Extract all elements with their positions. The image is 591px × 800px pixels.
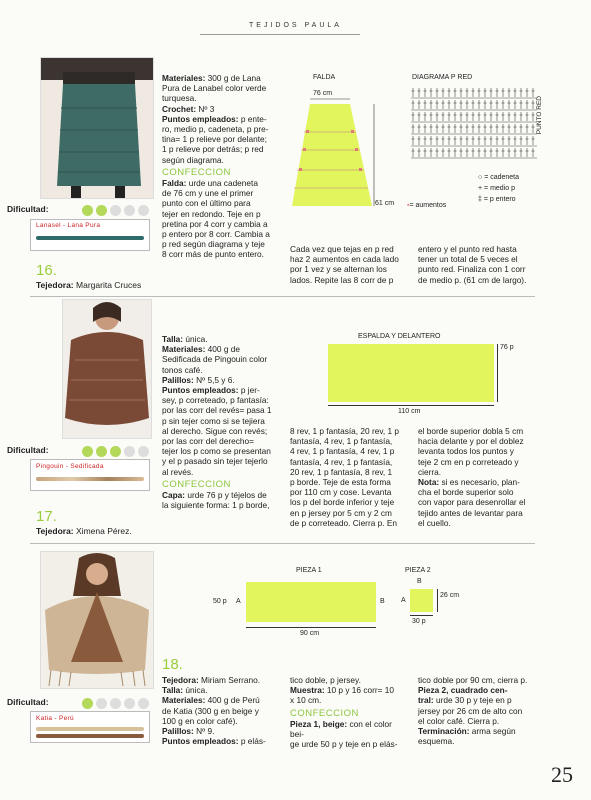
piece2-edge-a: A bbox=[401, 597, 406, 604]
knitter-label: Tejedora: bbox=[36, 280, 74, 290]
piece2-height-label: 26 cm bbox=[440, 592, 460, 599]
text-line bbox=[418, 736, 536, 746]
line-text: urde 76 p y téjelos de bbox=[185, 490, 267, 501]
p16-col2 bbox=[290, 244, 408, 285]
back-front-diagram-title: ESPALDA Y DELANTERO bbox=[358, 333, 441, 340]
term-label: Crochet: bbox=[162, 103, 197, 114]
text-line bbox=[162, 726, 287, 736]
section-heading-confeccion: CONFECCION bbox=[162, 478, 231, 490]
line-text: el borde superior dobla 5 cm bbox=[418, 426, 524, 436]
difficulty-dot-empty bbox=[96, 698, 107, 709]
text-line bbox=[162, 436, 282, 446]
line-text: turquesa. bbox=[162, 93, 197, 104]
line-text: jersey por 26 cm de alto con bbox=[418, 705, 523, 716]
text-line bbox=[162, 375, 282, 385]
panel-width-label: 110 cm bbox=[398, 408, 421, 415]
line-text: 10 p y 16 corr= 10 bbox=[324, 685, 394, 696]
yarn-brand-label: Lanasel - Lana Pura bbox=[36, 222, 101, 229]
text-line bbox=[162, 219, 287, 229]
term-label: Pieza 2, cuadrado cen- bbox=[418, 685, 508, 696]
piece1-edge-b: B bbox=[380, 598, 385, 605]
text-line: p borde. Teje de esta forma bbox=[290, 477, 391, 488]
line-text: ge urde 50 p y teje en p elás- bbox=[290, 739, 398, 750]
p18-col3 bbox=[418, 675, 536, 746]
piece1-width-rule bbox=[246, 627, 376, 628]
text-line bbox=[418, 518, 536, 528]
difficulty-dot-empty bbox=[138, 446, 149, 457]
text-line bbox=[290, 685, 408, 695]
p17-col1 bbox=[162, 334, 282, 510]
text-line bbox=[162, 198, 287, 208]
term-label: Falda: bbox=[162, 178, 187, 189]
yarn-swatch bbox=[36, 477, 144, 481]
line-text: de Katia (300 g en beige y bbox=[162, 705, 259, 716]
text-line bbox=[290, 675, 408, 685]
text-line bbox=[162, 685, 287, 695]
text-line bbox=[418, 477, 536, 487]
text-line: de p correteado. Cierra p. En bbox=[290, 517, 397, 528]
line-text: levanta todos los puntos y bbox=[418, 446, 514, 457]
term-label: Talla: bbox=[162, 334, 184, 344]
difficulty-dot-filled bbox=[82, 205, 93, 216]
line-text: 8 corr más de punto entero. bbox=[162, 249, 264, 260]
skirt-width-label: 76 cm bbox=[313, 90, 333, 97]
text-line bbox=[162, 334, 282, 344]
line-text: cierra. bbox=[418, 466, 442, 477]
increase-legend: ▪= aumentos bbox=[407, 202, 447, 209]
yarn-brand-label: Pingouin - Sedificada bbox=[36, 463, 104, 470]
photo-poncho-brown bbox=[62, 299, 152, 439]
term-label: Capa: bbox=[162, 490, 186, 501]
line-text: arma según bbox=[469, 726, 516, 737]
line-text: Miriam Serrano. bbox=[198, 675, 261, 685]
line-text: tejer en redondo. Teje en p bbox=[162, 208, 261, 219]
piece1-panel bbox=[246, 582, 376, 622]
p16-col1 bbox=[162, 73, 287, 260]
text-line bbox=[162, 426, 282, 436]
term-label: Puntos empleados: bbox=[162, 113, 239, 124]
panel-width-rule bbox=[328, 405, 494, 406]
difficulty-dot-filled bbox=[96, 446, 107, 457]
line-text: urde una cadeneta bbox=[186, 178, 258, 189]
text-line bbox=[290, 695, 408, 705]
term-label: Puntos empleados: bbox=[162, 736, 239, 747]
yarn-swatch-brown bbox=[36, 734, 144, 738]
line-text: p ente- bbox=[238, 113, 267, 124]
text-line bbox=[162, 385, 282, 395]
text-line bbox=[162, 500, 282, 510]
yarn-brand-label: Katia - Perú bbox=[36, 715, 74, 722]
section-heading-confeccion: CONFECCION bbox=[162, 166, 231, 178]
line-text: al derecho. Sigue con revés; bbox=[162, 425, 268, 436]
panel-height-rule bbox=[497, 344, 498, 402]
running-header: TEJIDOS PAULA bbox=[249, 22, 342, 29]
text-line bbox=[162, 706, 287, 716]
difficulty-label: Dificultad: bbox=[7, 697, 49, 707]
line-text: por las corr del revés= pasa 1 bbox=[162, 405, 272, 416]
text-line bbox=[290, 719, 408, 739]
stitch-diagram-title: DIAGRAMA P RED bbox=[412, 74, 473, 81]
line-text: según diagrama. bbox=[162, 154, 224, 165]
text-line: 4 rev, 1 p fantasía, 4 rev, 1 p bbox=[290, 446, 395, 457]
half-stitch-icon: + bbox=[478, 185, 483, 192]
line-text: la siguiente forma: 1 p borde, bbox=[162, 500, 270, 511]
piece1-height-label: 50 p bbox=[213, 598, 227, 605]
skirt-diagram bbox=[288, 96, 378, 214]
full-stitch-icon: ‡ bbox=[478, 196, 482, 203]
piece2-title: PIEZA 2 bbox=[405, 567, 431, 574]
line-text: de 76 cm y une el primer bbox=[162, 188, 254, 199]
line-text: p elás- bbox=[238, 736, 266, 747]
piece1-width-label: 90 cm bbox=[300, 630, 320, 637]
text-line: por 110 cm y cose. Levanta bbox=[290, 487, 392, 498]
text-line bbox=[162, 83, 287, 93]
piece1-title: PIEZA 1 bbox=[296, 567, 322, 574]
text-line: fantasía, 4 rev, 1 p fantasía, bbox=[290, 436, 393, 447]
knitter-name: Margarita Cruces bbox=[76, 280, 142, 290]
difficulty-dot-empty bbox=[124, 205, 135, 216]
text-line bbox=[162, 416, 282, 426]
text-line: 8 rev, 1 p fantasía, 20 rev, 1 p bbox=[290, 426, 399, 436]
text-line bbox=[162, 365, 282, 375]
line-text: 100 g en color café). bbox=[162, 715, 238, 726]
line-text: Nº 9. bbox=[193, 726, 215, 737]
stitch-chart bbox=[410, 84, 540, 164]
text-line bbox=[162, 695, 287, 705]
line-text: cha el borde superior solo bbox=[418, 487, 514, 498]
line-text: p red según diagrama y teje bbox=[162, 239, 265, 250]
pattern-number: 17. bbox=[36, 508, 57, 525]
page-number: 25 bbox=[551, 762, 573, 787]
text-line bbox=[162, 675, 287, 685]
back-front-panel bbox=[328, 344, 494, 402]
difficulty-dot-empty bbox=[138, 205, 149, 216]
difficulty-dot-empty bbox=[124, 446, 135, 457]
header-rule bbox=[200, 34, 360, 35]
stitch-legend: ○ = cadeneta + = medio p ‡ = p entero bbox=[478, 174, 520, 203]
text-line bbox=[418, 487, 536, 497]
piece2-width-label: 30 p bbox=[412, 618, 426, 625]
difficulty-rating bbox=[82, 202, 152, 220]
piece2-width-rule bbox=[410, 615, 433, 616]
difficulty-dot-empty bbox=[110, 205, 121, 216]
section-divider bbox=[30, 296, 535, 297]
text-line bbox=[162, 467, 282, 477]
term-label: Muestra: bbox=[290, 685, 325, 696]
p16-materials-block bbox=[162, 73, 287, 165]
difficulty-dot-filled bbox=[82, 698, 93, 709]
p16-col3 bbox=[418, 244, 536, 285]
text-line: 20 rev, 1 p fantasía, 8 rev, 1 bbox=[290, 466, 393, 477]
text-line bbox=[290, 739, 408, 749]
difficulty-label: Dificultad: bbox=[7, 204, 49, 214]
line-text: tico doble por 90 cm, cierra p. bbox=[418, 675, 528, 685]
difficulty-dot-empty bbox=[138, 698, 149, 709]
text-line: de medio p. (61 cm de largo). bbox=[418, 274, 527, 285]
line-text: hacia delante y por el doblez bbox=[418, 436, 524, 447]
text-line bbox=[162, 144, 287, 154]
line-text: el color café. Cierra p. bbox=[418, 715, 500, 726]
line-text: p jer- bbox=[238, 385, 260, 396]
line-text: 400 g de Perú bbox=[205, 695, 260, 706]
line-text: al revés. bbox=[162, 466, 194, 477]
line-text: Nº 5,5 y 6. bbox=[193, 374, 235, 385]
text-line: Cada vez que tejas en p red bbox=[290, 244, 394, 254]
text-line bbox=[162, 178, 287, 188]
line-text: tonos café. bbox=[162, 364, 203, 375]
line-text: Pura de Lanabel color verde bbox=[162, 83, 267, 94]
text-line bbox=[162, 114, 287, 124]
yarn-swatch bbox=[36, 236, 144, 240]
text-line bbox=[162, 93, 287, 103]
yarn-swatch-beige bbox=[36, 727, 144, 731]
p18-col1 bbox=[162, 675, 287, 746]
difficulty-dot-empty bbox=[110, 698, 121, 709]
line-text: el cuello. bbox=[418, 517, 451, 528]
line-text: x 10 cm. bbox=[290, 695, 322, 706]
line-text: y el p pasado sin tejer tejerlo bbox=[162, 456, 268, 467]
p17-col3 bbox=[418, 426, 536, 528]
text-line: en p jersey por 5 cm y 2 cm bbox=[290, 507, 392, 518]
term-label: Talla: bbox=[162, 685, 184, 696]
p16-instructions-block bbox=[162, 178, 287, 260]
difficulty-label: Dificultad: bbox=[7, 445, 49, 455]
photo-skirt bbox=[40, 57, 154, 199]
text-line bbox=[162, 395, 282, 405]
line-text: única. bbox=[183, 334, 208, 344]
piece2-height-rule bbox=[437, 589, 438, 612]
line-text: ro, medio p, cadeneta, p pre- bbox=[162, 124, 269, 135]
piece2-panel bbox=[410, 589, 433, 612]
term-label: tral: bbox=[418, 695, 434, 706]
increase-marker-icon: ▪ bbox=[407, 202, 410, 209]
term-label: Terminación: bbox=[418, 726, 470, 737]
p17-col2 bbox=[290, 426, 408, 528]
line-text: pretina por 4 corr y cambia a bbox=[162, 218, 268, 229]
term-label: Materiales: bbox=[162, 344, 206, 355]
line-text: p sin tejer como si se tejiera bbox=[162, 415, 265, 426]
line-text: Nº 3 bbox=[196, 103, 215, 114]
text-line bbox=[162, 405, 282, 415]
text-line bbox=[418, 685, 536, 695]
text-line: haz 2 aumentos en cada lado bbox=[290, 254, 399, 265]
term-label: Puntos empleados: bbox=[162, 385, 239, 396]
knitter-credit: Tejedora: Ximena Pérez. bbox=[36, 526, 132, 536]
text-line bbox=[162, 134, 287, 144]
line-text: sey, p correteado, p fantasía: bbox=[162, 395, 269, 406]
line-text: 300 g de Lana bbox=[205, 73, 261, 83]
text-line: fantasía, 4 rev, 1 p fantasía, bbox=[290, 456, 393, 467]
text-line bbox=[418, 446, 536, 456]
text-line: por 1 vez y se alternan los bbox=[290, 264, 387, 275]
line-text: tico doble, p jersey. bbox=[290, 675, 361, 685]
text-line bbox=[418, 675, 536, 685]
text-line: lados. Repite las 8 corr de p bbox=[290, 274, 394, 285]
piece1-edge-a: A bbox=[236, 598, 241, 605]
line-text: urde 30 p y teje en p bbox=[433, 695, 512, 706]
text-line bbox=[162, 490, 282, 500]
skirt-height-label: 61 cm bbox=[375, 200, 395, 207]
piece2-edge-b: B bbox=[417, 578, 422, 585]
p18-col2 bbox=[290, 675, 408, 749]
text-line: tener un total de 5 veces el bbox=[418, 254, 518, 265]
term-label: Palillos: bbox=[162, 374, 194, 385]
line-text: esquema. bbox=[418, 736, 455, 747]
line-text: teje 2 cm en p correteado y bbox=[418, 456, 519, 467]
difficulty-dot-filled bbox=[82, 446, 93, 457]
line-text: con vapor para desenrollar el bbox=[418, 497, 526, 508]
text-line bbox=[418, 716, 536, 726]
text-line bbox=[162, 209, 287, 219]
line-text: p entero por 8 corr. Cambia a bbox=[162, 229, 270, 240]
text-line bbox=[418, 497, 536, 507]
line-text: con el color bei- bbox=[290, 718, 392, 740]
chain-stitch-icon: ○ bbox=[478, 174, 483, 181]
text-line bbox=[162, 239, 287, 249]
line-text: punto con el último para bbox=[162, 198, 251, 209]
line-text: Sedificada de Pingouin color bbox=[162, 354, 268, 365]
line-text: única. bbox=[183, 685, 208, 696]
text-line bbox=[162, 446, 282, 456]
text-line bbox=[162, 456, 282, 466]
difficulty-dot-empty bbox=[124, 698, 135, 709]
text-line bbox=[162, 155, 287, 165]
pattern-number: 18. bbox=[162, 656, 183, 673]
term-label: Pieza 1, beige: bbox=[290, 718, 348, 729]
text-line: los p del borde inferior y teje bbox=[290, 497, 395, 508]
line-text: 1 p relieve por detrás; p red bbox=[162, 144, 264, 155]
term-label: Materiales: bbox=[162, 695, 206, 706]
text-line bbox=[418, 436, 536, 446]
line-text: tejer los p como se presentan bbox=[162, 446, 271, 457]
difficulty-dot-filled bbox=[96, 205, 107, 216]
term-label: Palillos: bbox=[162, 726, 194, 737]
text-line bbox=[418, 508, 536, 518]
text-line bbox=[162, 73, 287, 83]
line-text: tejido antes de levantar para bbox=[418, 507, 523, 518]
text-line bbox=[418, 426, 536, 436]
line-text: 400 g de bbox=[205, 344, 240, 355]
text-line bbox=[418, 457, 536, 467]
text-line bbox=[418, 695, 536, 705]
text-line bbox=[162, 104, 287, 114]
text-line bbox=[418, 467, 536, 477]
text-line bbox=[418, 726, 536, 736]
photo-poncho-beige bbox=[40, 551, 154, 689]
line-text: si es necesario, plan- bbox=[439, 477, 520, 488]
text-line bbox=[162, 354, 282, 364]
text-line: entero y el punto red hasta bbox=[418, 244, 517, 254]
text-line: punto red. Finaliza con 1 corr bbox=[418, 264, 526, 275]
text-line bbox=[162, 188, 287, 198]
text-line bbox=[418, 706, 536, 716]
panel-height-label: 76 p bbox=[500, 344, 514, 351]
section-heading-confeccion: CONFECCION bbox=[290, 707, 359, 719]
text-line bbox=[162, 229, 287, 239]
skirt-diagram-title: FALDA bbox=[313, 74, 336, 81]
text-line bbox=[162, 716, 287, 726]
text-line bbox=[162, 249, 287, 259]
pattern-number: 16. bbox=[36, 262, 57, 279]
text-line bbox=[162, 124, 287, 134]
knitter-credit bbox=[36, 280, 141, 290]
difficulty-dot-filled bbox=[110, 446, 121, 457]
line-text: tina= 1 p relieve por delante; bbox=[162, 134, 267, 145]
text-line bbox=[162, 736, 287, 746]
section-divider bbox=[30, 543, 535, 544]
text-line bbox=[162, 344, 282, 354]
term-label: Materiales: bbox=[162, 73, 206, 83]
stitch-repeat-label: PUNTO RED bbox=[536, 96, 543, 135]
term-label: Nota: bbox=[418, 477, 440, 488]
term-label: Tejedora: bbox=[162, 675, 199, 685]
line-text: por las corr del derecho= bbox=[162, 436, 255, 447]
